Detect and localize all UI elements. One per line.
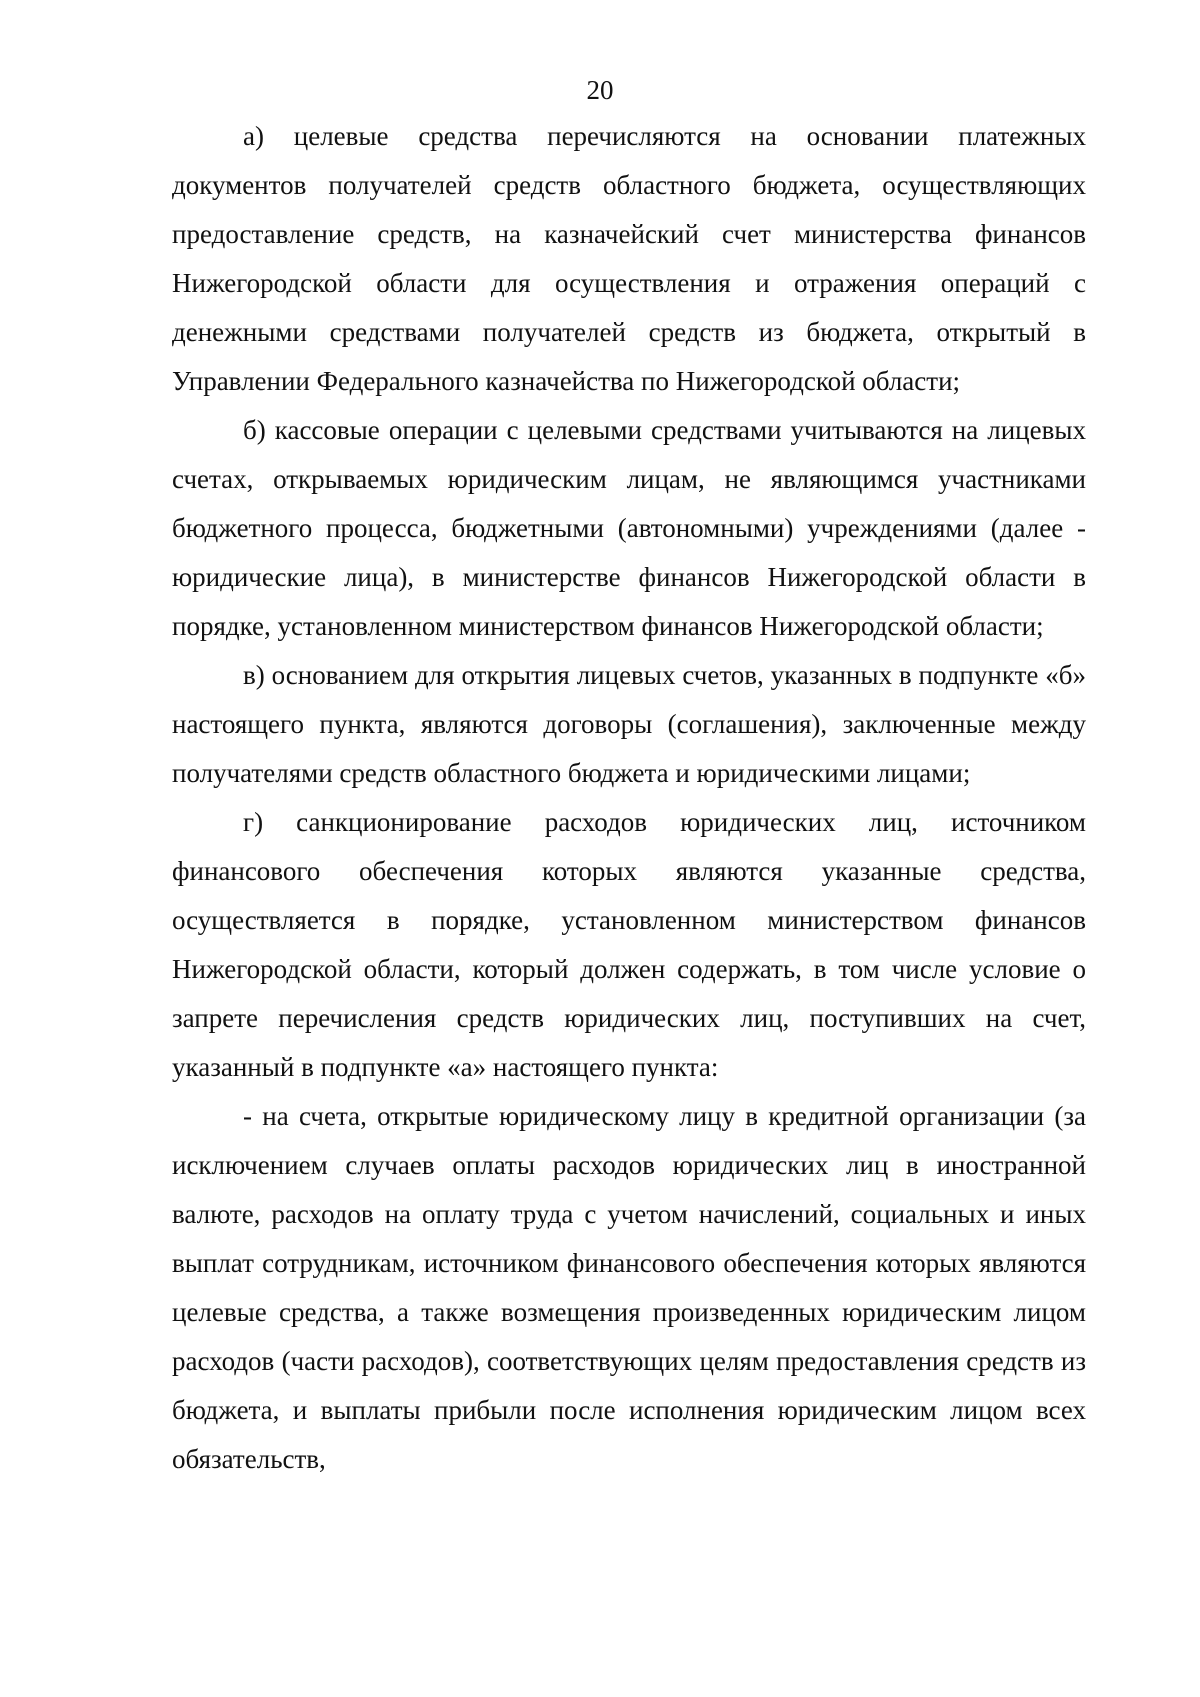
page-number: 20 <box>586 75 614 105</box>
document-body <box>172 112 1086 1484</box>
paragraph-a: а) целевые средства перечисляются на основании платежных документов получателей средств областного бюджета, осуществляющих предоставление средств, на казначейский счет министерства финансов Нижегородской области для осуществления и отражения операций с денежными средствами получателей средств из бюджета, открытый в Управлении Федерального казначейства по Нижегородской области; <box>172 121 1086 396</box>
paragraph-g: г) санкционирование расходов юридических лиц, источником финансового обеспечения которых являются указанные средства, осуществляется в порядке, установленном министерством финансов Нижегородской области, который должен содержать, в том числе условие о запрете перечисления средств юридических лиц, поступивших на счет, указанный в подпункте «а» настоящего пункта: <box>172 807 1086 1082</box>
paragraph-v: в) основанием для открытия лицевых счетов, указанных в подпункте «б» настоящего пункта, являются договоры (соглашения), заключенные между получателями средств областного бюджета и юридическими лицами; <box>172 660 1086 788</box>
paragraph-b: б) кассовые операции с целевыми средствами учитываются на лицевых счетах, открываемых юридическим лицам, не являющимся участниками бюджетного процесса, бюджетными (автономными) учреждениями (далее - юридические лица), в министерстве финансов Нижегородской области в порядке, установленном министерством финансов Нижегородской области; <box>172 415 1086 641</box>
paragraph-list-item: - на счета, открытые юридическому лицу в кредитной организации (за исключением случаев оплаты расходов юридических лиц в иностранной валюте, расходов на оплату труда с учетом начислений, социальных и иных выплат сотрудникам, источником финансового обеспечения которых являются целевые средства, а также возмещения произведенных юридическим лицом расходов (части расходов), соответствующих целям предоставления средств из бюджета, и выплаты прибыли после исполнения юридическим лицом всех обязательств, <box>172 1101 1086 1474</box>
